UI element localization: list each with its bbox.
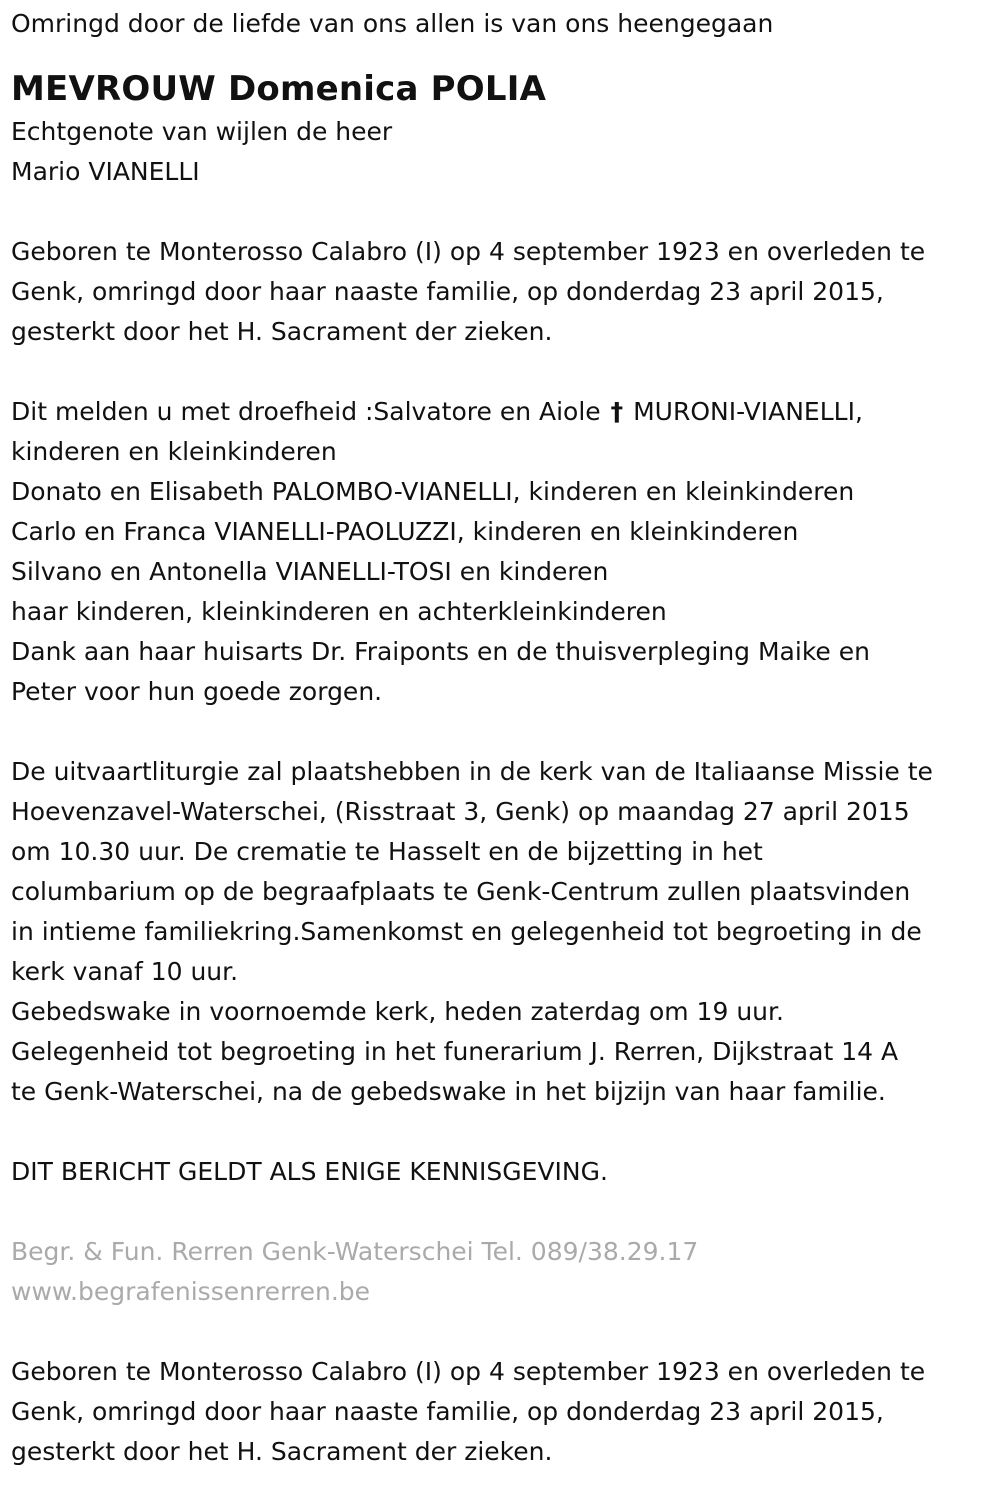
birth-death-repeat-line: Geboren te Monterosso Calabro (I) op 4 september 1923 en overleden te [11,1357,926,1386]
family-line: Peter voor hun goede zorgen. [11,677,383,706]
family-section [11,392,1000,712]
funeral-line: De uitvaartliturgie zal plaatshebben in de kerk van de Italiaanse Missie te [11,757,933,786]
birth-death-repeat-line: Genk, omringd door haar naaste familie, op donderdag 23 april 2015, [11,1397,884,1426]
funeral-line: om 10.30 uur. De crematie te Hasselt en de bijzetting in het [11,837,763,866]
family-line: Carlo en Franca VIANELLI-PAOLUZZI, kinderen en kleinkinderen [11,517,799,546]
funeral-line: Gelegenheid tot begroeting in het funerarium J. Rerren, Dijkstraat 14 A [11,1037,899,1066]
obituary-page [0,4,1000,1512]
funeral-line: columbarium op de begraafplaats te Genk-Centrum zullen plaatsvinden [11,877,911,906]
family-line: Donato en Elisabeth PALOMBO-VIANELLI, kinderen en kleinkinderen [11,477,855,506]
funeral-line: in intieme familiekring.Samenkomst en gelegenheid tot begroeting in de [11,917,922,946]
deceased-name: MEVROUW Domenica POLIA [11,69,547,109]
family-first-line-prefix: Dit melden u met droefheid :Salvatore en Aiole [11,397,601,426]
spouse-line: Mario VIANELLI [11,157,200,186]
undertaker-line: Begr. & Fun. Rerren Genk-Waterschei Tel. 089/38.29.17 [11,1237,699,1266]
birth-death-repeat-line: gesterkt door het H. Sacrament der zieken. [11,1437,553,1466]
funeral-line: te Genk-Waterschei, na de gebedswake in het bijzijn van haar familie. [11,1077,886,1106]
funeral-line: Gebedswake in voornoemde kerk, heden zaterdag om 19 uur. [11,997,784,1026]
birth-death-line: Geboren te Monterosso Calabro (I) op 4 september 1923 en overleden te [11,237,926,266]
spouse-line: Echtgenote van wijlen de heer [11,117,393,146]
birth-death-section [11,232,1000,352]
funeral-line: kerk vanaf 10 uur. [11,957,239,986]
spouse-section [11,112,1000,192]
family-first-line-suffix: MURONI-VIANELLI, [633,397,863,426]
birth-death-line: Genk, omringd door haar naaste familie, op donderdag 23 april 2015, [11,277,884,306]
funeral-section [11,752,1000,1112]
notice-section [11,1152,1000,1192]
birth-death-line: gesterkt door het H. Sacrament der zieken. [11,317,553,346]
funeral-line: Hoevenzavel-Waterschei, (Risstraat 3, Genk) op maandag 27 april 2015 [11,797,910,826]
intro-text: Omringd door de liefde van ons allen is van ons heengegaan [11,9,774,38]
notice-text: DIT BERICHT GELDT ALS ENIGE KENNISGEVING. [11,1157,608,1186]
family-line: haar kinderen, kleinkinderen en achterkleinkinderen [11,597,667,626]
cross-icon: † [610,397,624,426]
undertaker-website: www.begrafenissenrerren.be [11,1277,371,1306]
family-line: Dank aan haar huisarts Dr. Fraiponts en de thuisverpleging Maike en [11,637,870,666]
family-line: kinderen en kleinkinderen [11,437,337,466]
undertaker-section [11,1232,1000,1312]
family-line: Silvano en Antonella VIANELLI-TOSI en kinderen [11,557,609,586]
family-first-line [11,392,1000,432]
birth-death-repeat-section [11,1352,1000,1472]
